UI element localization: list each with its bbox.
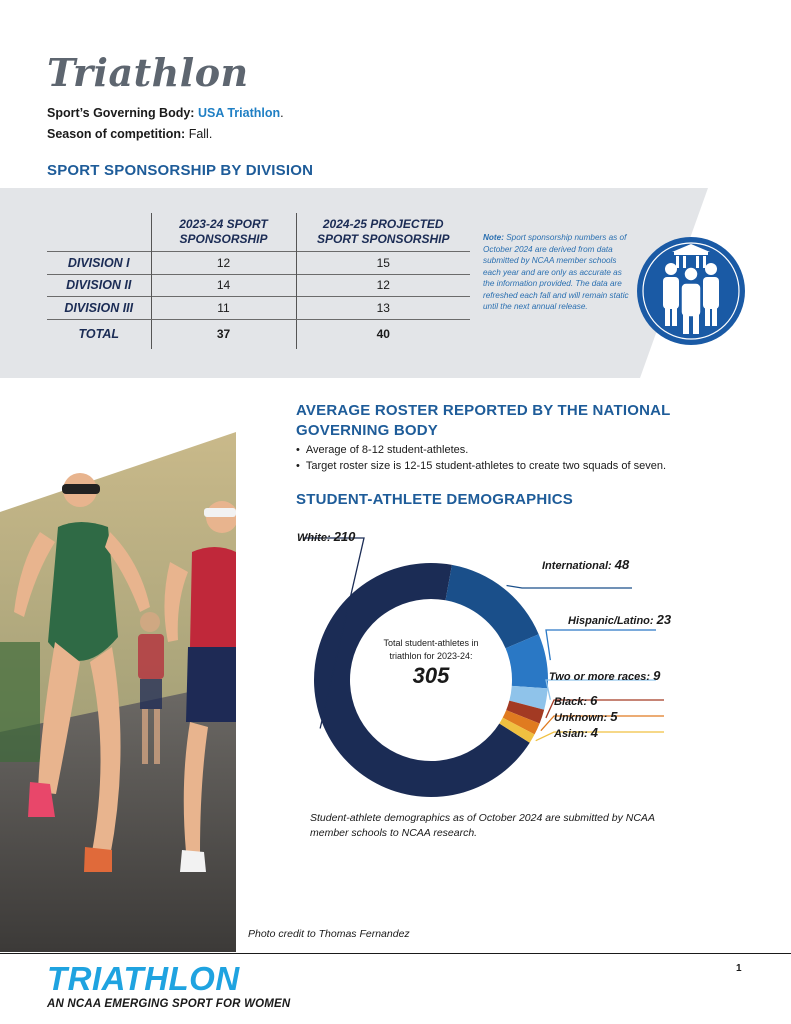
people-building-icon bbox=[636, 236, 746, 346]
list-item: • Target roster size is 12-15 student-athletes to create two squads of seven. bbox=[296, 458, 666, 474]
season-value: Fall. bbox=[188, 127, 213, 141]
table-row bbox=[47, 274, 470, 297]
row-label: DIVISION II bbox=[47, 274, 151, 297]
governing-body-period: . bbox=[280, 106, 284, 120]
label-asian-value: 4 bbox=[590, 725, 598, 740]
footer-logo: TRIATHLON bbox=[47, 960, 240, 997]
label-two-or-more-name: Two or more races bbox=[549, 671, 647, 683]
demographics-footnote: Student-athlete demographics as of October 2024 are submitted by NCAA member schools to NCAA research. bbox=[310, 812, 655, 839]
page-number: 1 bbox=[736, 963, 742, 974]
total-label: TOTAL bbox=[78, 327, 119, 342]
leader-line-international bbox=[507, 585, 632, 588]
note-text: Sport sponsorship numbers as of October 2024 are derived from data submitted by NCAA member schools each year and are only as accurate as the information provided. The data are refreshed each fall and will remain static until the next annual release. bbox=[483, 233, 629, 311]
table-total-row bbox=[47, 319, 470, 349]
label-black-value: 6 bbox=[590, 693, 598, 708]
sponsorship-note bbox=[483, 232, 635, 313]
row-value-2023: 12 bbox=[151, 252, 296, 275]
demographics-heading: STUDENT-ATHLETE DEMOGRAPHICS bbox=[296, 491, 573, 508]
label-asian-name: Asian bbox=[554, 728, 584, 740]
donut-center-value: 305 bbox=[412, 663, 450, 688]
footer-divider bbox=[0, 953, 791, 954]
donut-center-label: Total student-athletes in triathlon for 2023-24: bbox=[383, 638, 479, 661]
label-unknown: Unknown: 5 bbox=[554, 709, 618, 724]
season bbox=[47, 127, 212, 141]
row-value-2024: 12 bbox=[296, 274, 470, 297]
roster-heading: AVERAGE ROSTER REPORTED BY THE NATIONAL GOVERNING BODY bbox=[296, 402, 671, 439]
label-hispanic-name: Hispanic/Latino bbox=[568, 615, 650, 627]
label-black: Black: 6 bbox=[554, 693, 598, 708]
note-label: Note: bbox=[483, 233, 504, 242]
label-two-or-more-value: 9 bbox=[653, 668, 661, 683]
label-international-name: International bbox=[542, 560, 609, 572]
label-white: White: 210 bbox=[297, 529, 356, 544]
row-label: DIVISION I bbox=[47, 252, 151, 275]
leader-line-hispanic-latino bbox=[546, 630, 656, 660]
row-label: DIVISION III bbox=[47, 297, 151, 320]
row-value-2023: 11 bbox=[151, 297, 296, 320]
governing-body bbox=[47, 106, 284, 120]
label-white-value: 210 bbox=[333, 529, 356, 544]
table-header-row bbox=[47, 213, 470, 252]
label-asian: Asian: 4 bbox=[554, 725, 598, 740]
label-unknown-name: Unknown bbox=[554, 712, 604, 724]
total-value-2024: 40 bbox=[296, 319, 470, 349]
table-row bbox=[47, 252, 470, 275]
label-unknown-value: 5 bbox=[610, 709, 618, 724]
photo-credit: Photo credit to Thomas Fernandez bbox=[248, 928, 410, 940]
label-hispanic: Hispanic/Latino: 23 bbox=[568, 612, 672, 627]
table-header-2023: 2023-24 SPORT SPONSORSHIP bbox=[151, 213, 296, 252]
row-value-2024: 15 bbox=[296, 252, 470, 275]
label-white-name: White bbox=[297, 532, 327, 544]
total-value-2023: 37 bbox=[151, 319, 296, 349]
label-international: International: 48 bbox=[542, 557, 630, 572]
page-title: Triathlon bbox=[47, 50, 249, 95]
row-value-2023: 14 bbox=[151, 274, 296, 297]
label-hispanic-value: 23 bbox=[656, 612, 672, 627]
list-item: • Average of 8-12 student-athletes. bbox=[296, 442, 666, 458]
label-black-name: Black bbox=[554, 696, 584, 708]
label-two-or-more: Two or more races: 9 bbox=[549, 668, 661, 683]
season-label: Season of competition: bbox=[47, 127, 186, 141]
athletes-photo bbox=[0, 432, 236, 952]
row-value-2024: 13 bbox=[296, 297, 470, 320]
footer-tagline: AN NCAA EMERGING SPORT FOR WOMEN bbox=[47, 998, 291, 1010]
governing-body-link[interactable]: USA Triathlon bbox=[197, 106, 281, 120]
donut-slice-international bbox=[446, 565, 539, 648]
sponsorship-table bbox=[47, 213, 470, 349]
governing-body-label: Sport’s Governing Body: bbox=[47, 106, 195, 120]
sponsorship-heading: SPORT SPONSORSHIP BY DIVISION bbox=[47, 162, 314, 179]
label-international-value: 48 bbox=[614, 557, 630, 572]
demographics-donut-chart bbox=[296, 520, 736, 810]
table-header-empty bbox=[47, 213, 151, 252]
table-header-2024: 2024-25 PROJECTED SPORT SPONSORSHIP bbox=[296, 213, 470, 252]
roster-list bbox=[296, 442, 666, 474]
table-row bbox=[47, 297, 470, 320]
